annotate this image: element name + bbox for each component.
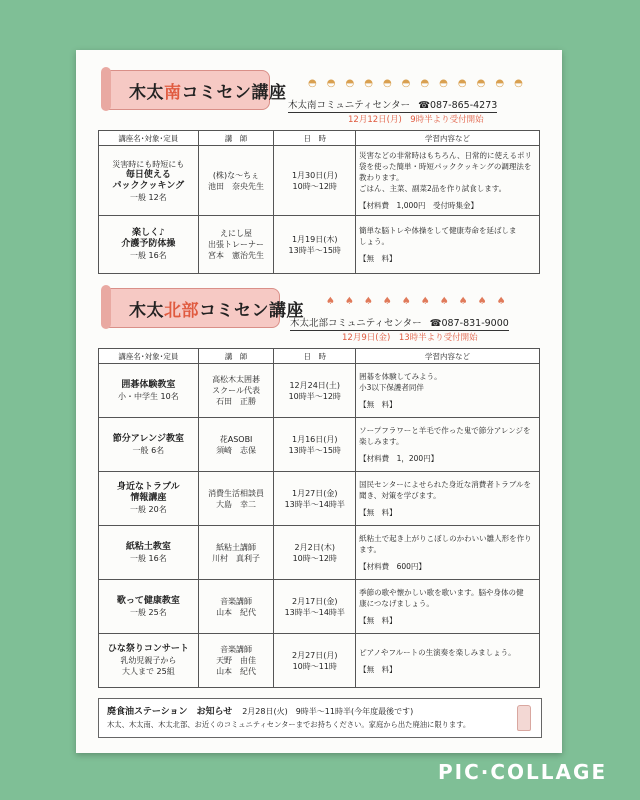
course-teacher: えにし屋 出張トレーナー 宮本 憲治先生 — [198, 216, 274, 274]
table-row — [99, 472, 540, 526]
course-date: 2月17日(金) 13時半～14時半 — [274, 580, 356, 634]
notice-heading — [107, 704, 413, 717]
strawberry-icon: ♠ — [458, 296, 468, 307]
course-teacher: 花ASOBI 須崎 志保 — [198, 418, 274, 472]
course-name: 紙粘土教室 一般 16名 — [99, 526, 199, 580]
phone-number: ☎087-865-4273 — [418, 100, 498, 111]
flyer-paper — [76, 50, 562, 753]
course-fee: 【無 料】 — [359, 400, 397, 409]
phone-number: ☎087-831-9000 — [429, 318, 509, 329]
section2-reception: 12月9日(金) 13時半より受付開始 — [342, 333, 478, 343]
course-content: 囲碁を体験してみよう。 小3以下保護者同伴 【無 料】 — [356, 364, 540, 418]
header-content: 学習内容など — [356, 131, 540, 146]
notice-title: 廃食油ステーション お知らせ — [107, 707, 233, 717]
cake-icon: ◓ — [326, 78, 336, 89]
cake-icon: ◓ — [364, 78, 373, 89]
cake-icon: ◓ — [382, 78, 392, 89]
course-content: 災害などの非常時はもちろん、日常的に使えるポリ 袋を使った簡単・時短パッククッキングの調理法を 教わります。 ごはん、主菜、副菜2品を作り試食します。 【材料費 1,000円 受付時集金】 — [356, 146, 540, 216]
header-teacher: 講 師 — [198, 131, 274, 146]
cake-icon: ◓ — [514, 78, 523, 89]
section2-table — [98, 348, 540, 688]
cake-decoration-row — [308, 78, 523, 89]
table-row — [99, 634, 540, 688]
course-fee: 【無 料】 — [359, 508, 397, 517]
pic-collage-watermark: PIC·COLLAGE — [438, 760, 608, 784]
course-content: ソープフラワーと羊毛で作った鬼で節分アレンジを 楽しみます。 【材料費 1，200円】 — [356, 418, 540, 472]
strawberry-icon: ♠ — [439, 296, 449, 307]
section2-title: 木太北部コミセン講座 — [129, 301, 304, 321]
course-content: 季節の歌や懐かしい歌を歌います。脳や身体の健 康につなげましょう。 【無 料】 — [356, 580, 540, 634]
course-content: 国民センターによせられた身近な消費者トラブルを 聞き、対策を学びます。 【無 料】 — [356, 472, 540, 526]
section1-banner — [106, 70, 287, 110]
notice-detail: 2月28日(火) 9時半～11時半(今年度最後です) — [242, 707, 414, 716]
course-name: 災害時にも時短にも 毎日使える パッククッキング 一般 12名 — [99, 146, 199, 216]
course-teacher: 音楽講師 山本 紀代 — [198, 580, 274, 634]
strawberry-decoration-row — [326, 296, 506, 307]
course-date: 1月19日(木) 13時半～15時 — [274, 216, 356, 274]
strawberry-icon: ♠ — [382, 296, 392, 307]
course-date: 2月2日(木) 10時～12時 — [274, 526, 356, 580]
strawberry-icon: ♠ — [363, 296, 373, 307]
course-fee: 【無 料】 — [359, 664, 397, 674]
banner-scroll-curl — [101, 67, 111, 111]
strawberry-icon: ♠ — [477, 296, 487, 307]
strawberry-icon: ♠ — [496, 296, 506, 307]
course-name: 楽しく♪ 介護予防体操 一般 16名 — [99, 216, 199, 274]
course-fee: 【無 料】 — [359, 616, 397, 625]
strawberry-icon: ♠ — [420, 296, 430, 307]
section1-reception: 12月12日(月) 9時半より受付開始 — [348, 115, 484, 125]
course-name: 歌って健康教室 一般 25名 — [99, 580, 199, 634]
cake-icon: ◓ — [476, 78, 486, 89]
course-date: 1月16日(月) 13時半～15時 — [274, 418, 356, 472]
course-fee: 【無 料】 — [359, 254, 397, 263]
course-teacher: 紙粘土講師 川村 真利子 — [198, 526, 274, 580]
table-row — [99, 364, 540, 418]
table-header-row — [99, 131, 540, 146]
course-date: 2月27日(月) 10時～11時 — [274, 634, 356, 688]
table-row — [99, 216, 540, 274]
header-name: 講座名･対象･定員 — [99, 349, 199, 364]
table-header-row — [99, 349, 540, 364]
banner-scroll-curl — [101, 285, 111, 329]
course-name: ひな祭りコンサート 乳幼児親子から 大人まで 25組 — [99, 634, 199, 688]
section1-table — [98, 130, 540, 274]
header-content: 学習内容など — [356, 349, 540, 364]
cake-icon: ◓ — [495, 78, 505, 89]
course-name: 囲碁体験教室 小・中学生 10名 — [99, 364, 199, 418]
section2-center: 木太北部コミュニティセンター ☎087-831-9000 — [290, 315, 509, 331]
table-row — [99, 418, 540, 472]
cake-icon: ◓ — [420, 78, 430, 89]
section2-banner — [106, 288, 304, 328]
course-fee: 【材料費 1,000円 受付時集金】 — [359, 201, 479, 210]
section1-center: 木太南コミュニティセンター ☎087-865-4273 — [288, 97, 497, 113]
course-content: 紙粘土で起き上がりこぼしのかわいい雛人形を作り ます。 【材料費 600円】 — [356, 526, 540, 580]
section1-title: 木太南コミセン講座 — [129, 83, 287, 103]
course-date: 1月27日(金) 13時半～14時半 — [274, 472, 356, 526]
strawberry-icon: ♠ — [401, 296, 411, 307]
header-name: 講座名･対象･定員 — [99, 131, 199, 146]
cake-icon: ◓ — [439, 78, 448, 89]
cake-icon: ◓ — [457, 78, 467, 89]
cake-icon: ◓ — [401, 78, 411, 89]
strawberry-icon: ♠ — [326, 296, 335, 307]
course-content: 簡単な脳トレや体操をして健康寿命を延ばしま しょう。 【無 料】 — [356, 216, 540, 274]
course-teacher: 音楽講師 天野 由佳 山本 紀代 — [198, 634, 274, 688]
course-teacher: 消費生活相談員 大島 幸二 — [198, 472, 274, 526]
strawberry-icon: ♠ — [344, 296, 354, 307]
course-date: 12月24日(土) 10時半～12時 — [274, 364, 356, 418]
header-date: 日 時 — [274, 349, 356, 364]
cake-icon: ◓ — [345, 78, 355, 89]
course-content: ピアノやフルートの生演奏を楽しみましょう。 【無 料】 — [356, 634, 540, 688]
cake-icon: ◓ — [308, 78, 317, 89]
notice-note: 木太、木太南、木太北部、お近くのコミュニティセンターまでお持ちください。家庭から出た廃油に限ります。 — [107, 720, 471, 729]
header-date: 日 時 — [274, 131, 356, 146]
table-row — [99, 580, 540, 634]
course-teacher: (株)な～ちぇ 池田 奈央先生 — [198, 146, 274, 216]
table-row — [99, 146, 540, 216]
course-date: 1月30日(月) 10時～12時 — [274, 146, 356, 216]
table-row — [99, 526, 540, 580]
course-name: 節分アレンジ教室 一般 6名 — [99, 418, 199, 472]
course-teacher: 高松木太囲碁 スクール代表 石田 正勝 — [198, 364, 274, 418]
course-name: 身近なトラブル 情報講座 一般 20名 — [99, 472, 199, 526]
course-fee: 【材料費 600円】 — [359, 562, 426, 571]
header-teacher: 講 師 — [198, 349, 274, 364]
oil-station-notice — [98, 698, 542, 738]
course-fee: 【材料費 1，200円】 — [359, 454, 439, 463]
oil-bottle-icon — [517, 705, 531, 731]
